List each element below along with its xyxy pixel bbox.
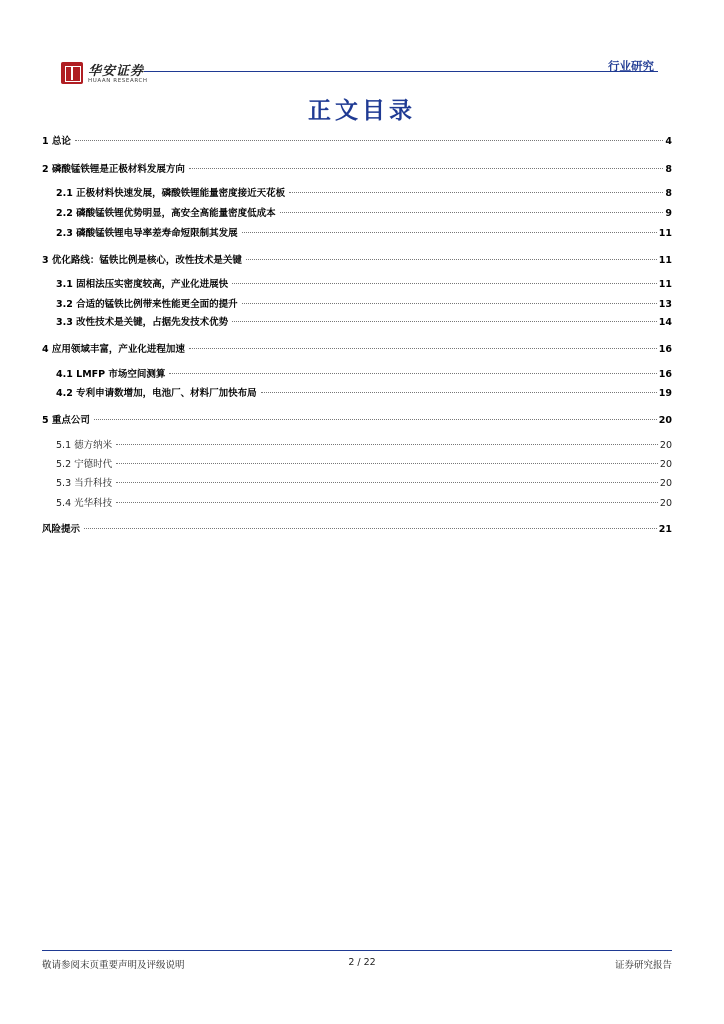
toc-leader: [116, 482, 658, 483]
footer-report-type: 证券研究报告: [614, 960, 672, 971]
toc-page: 20: [659, 498, 672, 509]
footer-divider: [42, 950, 672, 951]
toc-page: 9: [665, 208, 672, 219]
toc-page: 8: [665, 164, 672, 175]
toc-label: 5 重点公司: [42, 415, 90, 426]
toc-entry-3-1[interactable]: [56, 277, 672, 293]
toc-entry-1[interactable]: [42, 134, 672, 150]
toc-label: 2.1 正极材料快速发展，磷酸铁锂能量密度接近天花板: [56, 188, 286, 199]
toc-entry-2-1[interactable]: [56, 186, 672, 202]
toc-page: 8: [665, 188, 672, 199]
toc-leader: [232, 283, 657, 284]
toc-page: 20: [659, 478, 672, 489]
footer-disclaimer: 敬请参阅末页重要声明及评级说明: [42, 960, 185, 971]
toc-page: 16: [658, 369, 672, 380]
logo-icon: [61, 62, 83, 84]
toc-page: 16: [658, 344, 672, 355]
toc-label: 2.2 磷酸锰铁锂优势明显，高安全高能量密度低成本: [56, 208, 276, 219]
report-category: 行业研究: [608, 59, 654, 73]
toc-leader: [116, 444, 658, 445]
toc-label: 3.3 改性技术是关键，占据先发技术优势: [56, 317, 229, 328]
toc-label: 3.2 合适的锰铁比例带来性能更全面的提升: [56, 299, 238, 310]
toc-label: 2.3 磷酸锰铁锂电导率差寿命短限制其发展: [56, 228, 238, 239]
toc-leader: [261, 392, 657, 393]
toc-leader: [169, 373, 656, 374]
toc-entry-4-2[interactable]: [56, 386, 672, 402]
toc-label: 4.1 LMFP 市场空间测算: [56, 369, 166, 380]
toc-page: 20: [658, 415, 672, 426]
toc-entry-3-3[interactable]: [56, 315, 672, 331]
toc-leader: [289, 192, 663, 193]
toc-leader: [189, 168, 663, 169]
toc-label: 4.2 专利申请数增加，电池厂、材料厂加快布局: [56, 388, 257, 399]
toc-leader: [242, 232, 657, 233]
toc-leader: [189, 348, 657, 349]
toc-leader: [280, 212, 664, 213]
toc-entry-5-1[interactable]: [56, 438, 672, 454]
toc-leader: [242, 303, 657, 304]
toc-label: 3.1 固相法压实密度较高，产业化进展快: [56, 279, 229, 290]
toc-page: 14: [658, 317, 672, 328]
toc-page: 11: [658, 228, 672, 239]
toc-entry-5-2[interactable]: [56, 457, 672, 473]
toc-entry-5-4[interactable]: [56, 496, 672, 512]
page-number: 2 / 22: [348, 957, 376, 968]
toc-entry-2[interactable]: [42, 162, 672, 178]
toc-label: 5.4 光华科技: [56, 498, 113, 509]
toc-leader: [75, 140, 663, 141]
header-divider: [144, 71, 658, 72]
toc-entry-5-3[interactable]: [56, 476, 672, 492]
logo-english: HUAAN RESEARCH: [88, 78, 148, 84]
page-title: 正文目录: [308, 98, 416, 124]
toc-leader: [94, 419, 657, 420]
toc-entry-2-3[interactable]: [56, 226, 672, 242]
page-header: [0, 0, 724, 90]
toc-page: 21: [658, 524, 672, 535]
logo-chinese: 华安证券: [88, 64, 145, 79]
toc-entry-4[interactable]: [42, 342, 672, 358]
toc-label: 5.3 当升科技: [56, 478, 113, 489]
toc-entry-3-2[interactable]: [56, 297, 672, 313]
toc-label: 4 应用领域丰富，产业化进程加速: [42, 344, 185, 355]
toc-entry-risk[interactable]: [42, 522, 672, 538]
toc-leader: [116, 463, 658, 464]
toc-label: 5.1 德方纳米: [56, 440, 113, 451]
toc-label: 风险提示: [42, 524, 81, 535]
toc-leader: [116, 502, 658, 503]
toc-label: 2 磷酸锰铁锂是正极材料发展方向: [42, 164, 185, 175]
toc-leader: [84, 528, 657, 529]
toc-page: 11: [658, 279, 672, 290]
toc-label: 1 总论: [42, 136, 71, 147]
toc-page: 13: [658, 299, 672, 310]
toc-leader: [232, 321, 657, 322]
toc-entry-3[interactable]: [42, 253, 672, 269]
toc-page: 11: [658, 255, 672, 266]
toc-page: 20: [659, 440, 672, 451]
toc-entry-2-2[interactable]: [56, 206, 672, 222]
toc-page: 19: [658, 388, 672, 399]
toc-leader: [246, 259, 657, 260]
toc-entry-4-1[interactable]: [56, 367, 672, 383]
toc-page: 20: [659, 459, 672, 470]
toc-label: 5.2 宁德时代: [56, 459, 113, 470]
toc-label: 3 优化路线：锰铁比例是核心，改性技术是关键: [42, 255, 242, 266]
toc-page: 4: [665, 136, 672, 147]
toc-entry-5[interactable]: [42, 413, 672, 429]
